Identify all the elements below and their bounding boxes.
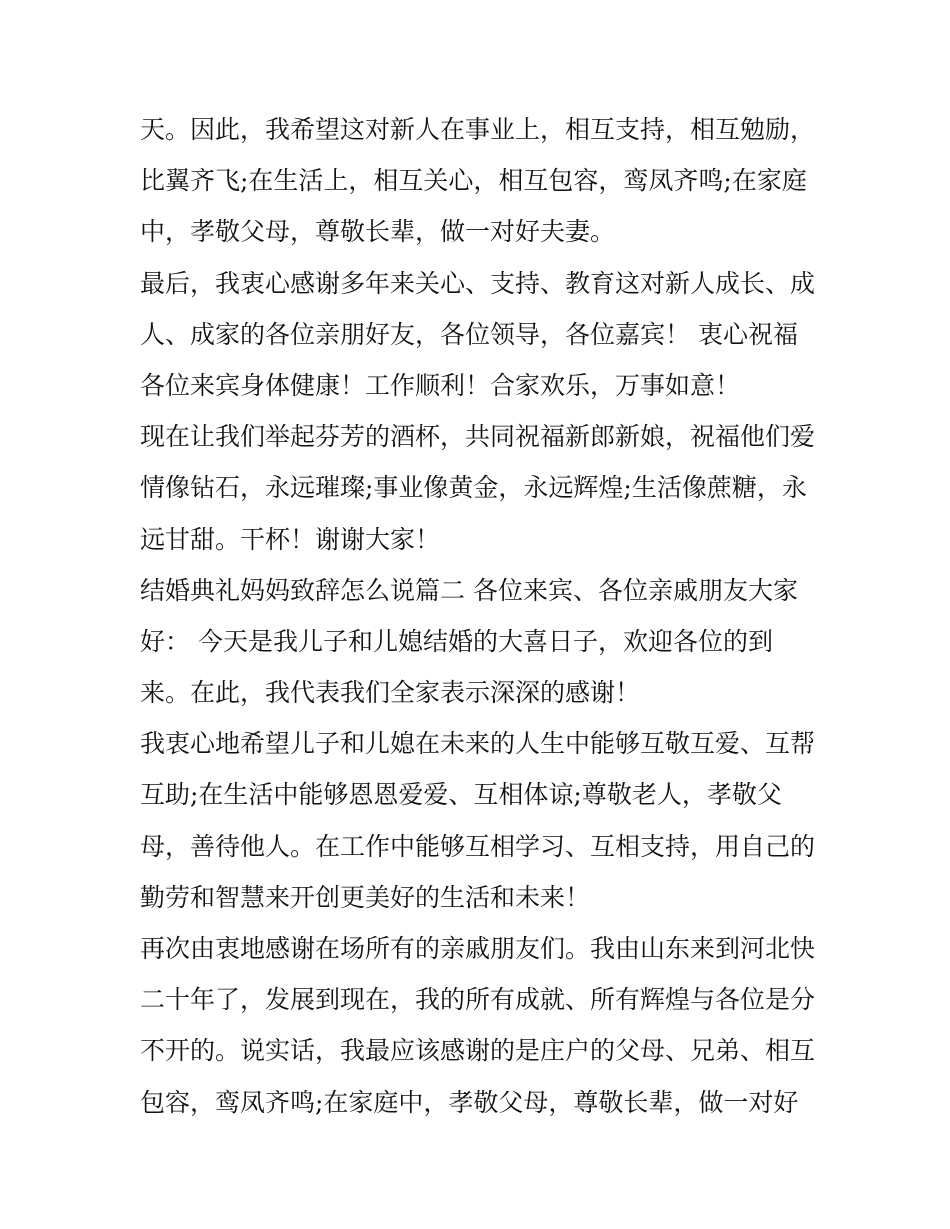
text-line: 远甘甜。干杯！谢谢大家！ [140, 524, 441, 554]
text-line: 不开的。说实话，我最应该感谢的是庄户的父母、兄弟、相互 [140, 1036, 816, 1066]
text-line: 好： 今天是我儿子和儿媳结婚的大喜日子，欢迎各位的到 [140, 626, 773, 656]
text-line: 包容，鸾凤齐鸣;在家庭中，孝敬父母，尊敬长辈，做一对好 [140, 1087, 799, 1117]
text-line: 母，善待他人。在工作中能够互相学习、互相支持，用自己的 [140, 831, 816, 861]
text-line: 各位来宾身体健康！工作顺利！合家欢乐，万事如意！ [140, 370, 741, 400]
text-line: 最后，我衷心感谢多年来关心、支持、教育这对新人成长、成 [140, 268, 816, 298]
text-line: 勤劳和智慧来开创更美好的生活和未来！ [140, 882, 591, 912]
text-line: 现在让我们举起芬芳的酒杯，共同祝福新郎新娘，祝福他们爱 [140, 422, 816, 452]
text-line: 二十年了，发展到现在，我的所有成就、所有辉煌与各位是分 [140, 985, 816, 1015]
text-line: 人、成家的各位亲朋好友，各位领导，各位嘉宾！ 衷心祝福 [140, 319, 798, 349]
text-line: 再次由衷地感谢在场所有的亲戚朋友们。我由山东来到河北快 [140, 934, 816, 963]
text-line: 中，孝敬父母，尊敬长辈，做一对好夫妻。 [140, 217, 616, 247]
text-line: 天。因此，我希望这对新人在事业上，相互支持，相互勉励， [140, 115, 816, 144]
text-line: 情像钻石，永远璀璨;事业像黄金，永远辉煌;生活像蔗糖，永 [140, 473, 807, 503]
text-line: 互助;在生活中能够恩恩爱爱、互相体谅;尊敬老人，孝敬父 [140, 780, 782, 810]
text-line: 来。在此，我代表我们全家表示深深的感谢！ [140, 678, 641, 708]
document-body [140, 104, 830, 1128]
text-line: 我衷心地希望儿子和儿媳在未来的人生中能够互敬互爱、互帮 [140, 729, 816, 759]
section-heading-line: 结婚典礼妈妈致辞怎么说篇二 各位来宾、各位亲戚朋友大家 [140, 575, 798, 605]
text-line: 比翼齐飞;在生活上，相互关心，相互包容，鸾凤齐鸣;在家庭 [140, 166, 807, 196]
